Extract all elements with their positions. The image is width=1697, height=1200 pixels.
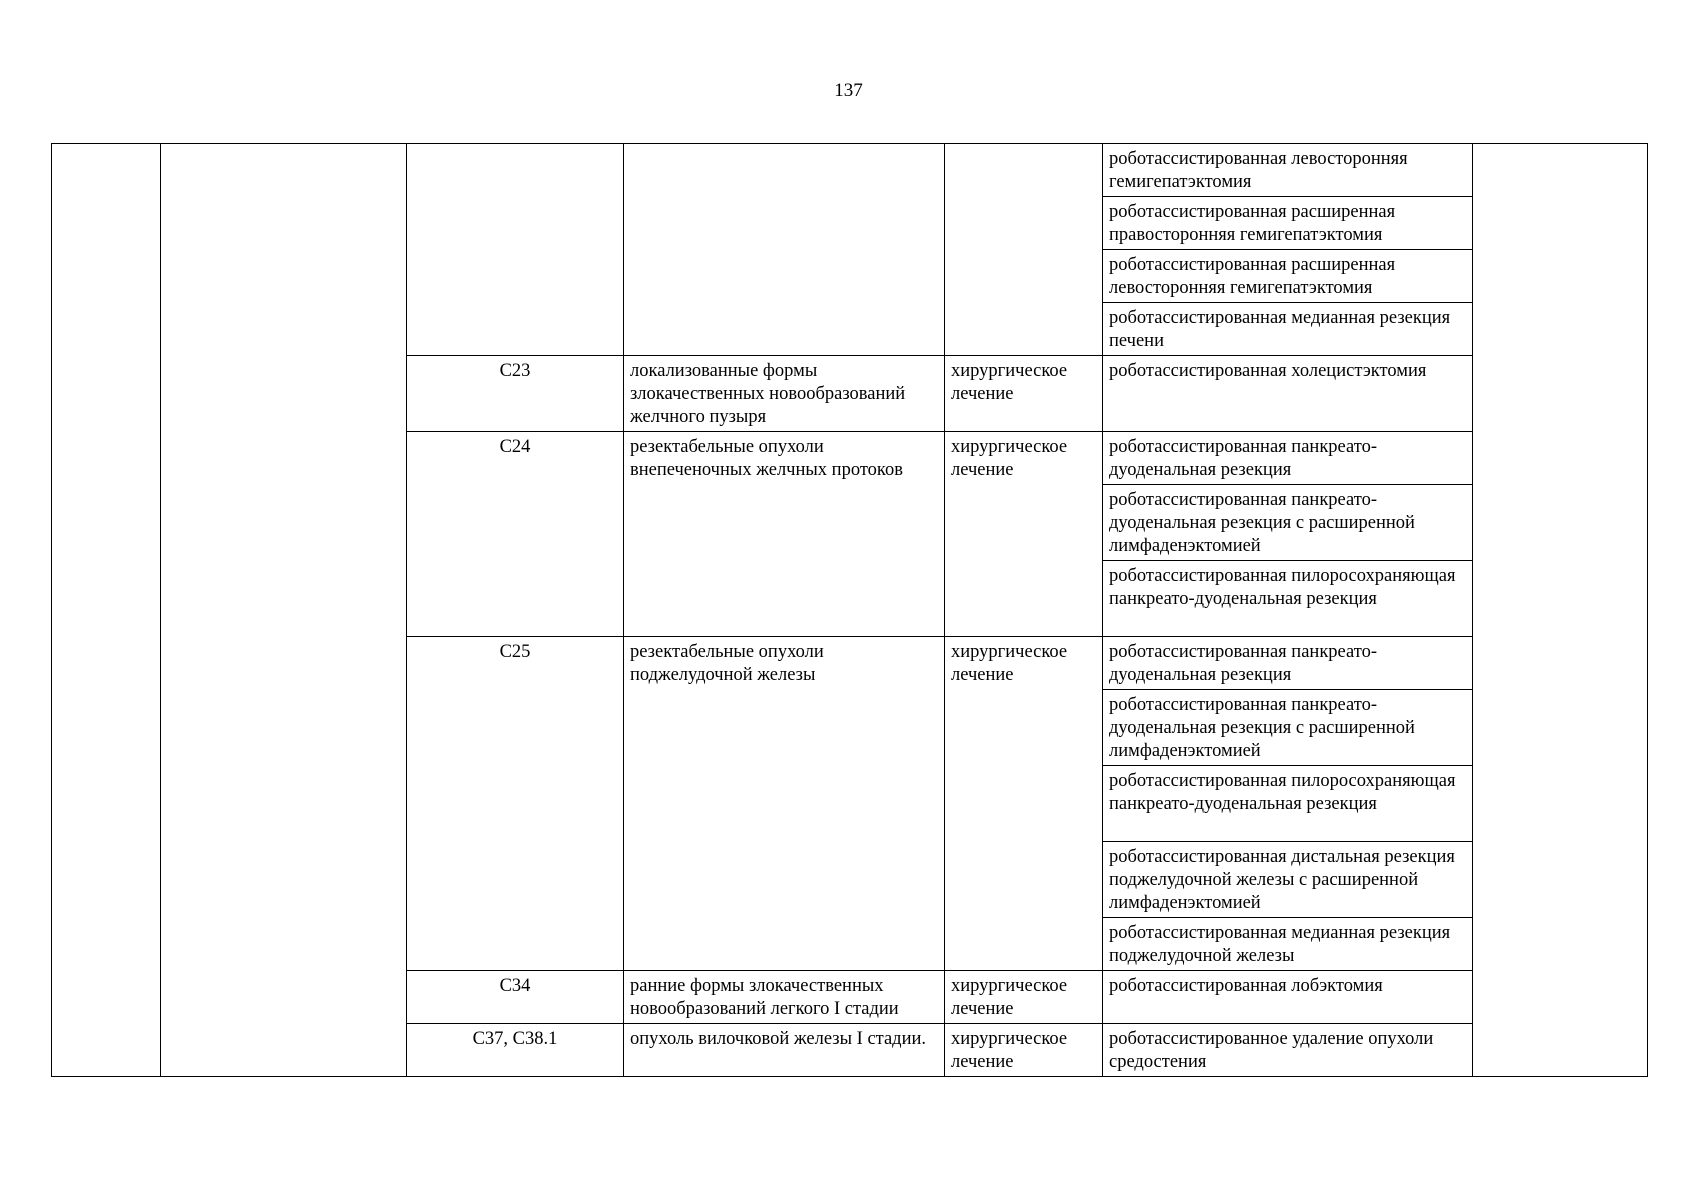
method-cell: роботассистированная медианная резекция поджелудочной железы [1103, 918, 1473, 971]
model-cell: резектабельные опухоли поджелудочной железы [624, 637, 945, 971]
care-type-cell [161, 144, 407, 1077]
treatment-cell [945, 144, 1103, 356]
treatment-cell: хирургическое лечение [945, 971, 1103, 1024]
number-cell [52, 144, 161, 1077]
method-cell: роботассистированная левосторонняя гемигепатэктомия [1103, 144, 1473, 197]
code-cell: C23 [407, 356, 624, 432]
model-cell: ранние формы злокачественных новообразований легкого I стадии [624, 971, 945, 1024]
table-row [52, 144, 1648, 197]
method-cell: роботассистированная дистальная резекция поджелудочной железы с расширенной лимфаденэктомией [1103, 842, 1473, 918]
code-cell: C24 [407, 432, 624, 637]
page-number: 137 [834, 80, 863, 101]
method-cell: роботассистированная медианная резекция печени [1103, 303, 1473, 356]
code-cell: C25 [407, 637, 624, 971]
method-cell: роботассистированная холецистэктомия [1103, 356, 1473, 432]
method-cell: роботассистированная панкреато-дуоденальная резекция с расширенной лимфаденэктомией [1103, 485, 1473, 561]
code-cell [407, 144, 624, 356]
model-cell: резектабельные опухоли внепеченочных желчных протоков [624, 432, 945, 637]
model-cell: локализованные формы злокачественных новообразований желчного пузыря [624, 356, 945, 432]
method-cell: роботассистированная пилоросохраняющая панкреато-дуоденальная резекция [1103, 561, 1473, 637]
method-cell: роботассистированная панкреато-дуоденальная резекция [1103, 432, 1473, 485]
method-cell: роботассистированная расширенная левосторонняя гемигепатэктомия [1103, 250, 1473, 303]
method-cell: роботассистированное удаление опухоли средостения [1103, 1024, 1473, 1077]
treatment-cell: хирургическое лечение [945, 356, 1103, 432]
model-cell [624, 144, 945, 356]
method-cell: роботассистированная лобэктомия [1103, 971, 1473, 1024]
treatment-cell: хирургическое лечение [945, 1024, 1103, 1077]
method-cell: роботассистированная панкреато-дуоденальная резекция [1103, 637, 1473, 690]
method-cell: роботассистированная панкреато-дуоденальная резекция с расширенной лимфаденэктомией [1103, 690, 1473, 766]
treatment-cell: хирургическое лечение [945, 637, 1103, 971]
medical-procedures-table [51, 143, 1648, 1077]
code-cell: C37, C38.1 [407, 1024, 624, 1077]
method-cell: роботассистированная пилоросохраняющая панкреато-дуоденальная резекция [1103, 766, 1473, 842]
treatment-cell: хирургическое лечение [945, 432, 1103, 637]
method-cell: роботассистированная расширенная правосторонняя гемигепатэктомия [1103, 197, 1473, 250]
code-cell: C34 [407, 971, 624, 1024]
model-cell: опухоль вилочковой железы I стадии. [624, 1024, 945, 1077]
norm-cell [1473, 144, 1648, 1077]
